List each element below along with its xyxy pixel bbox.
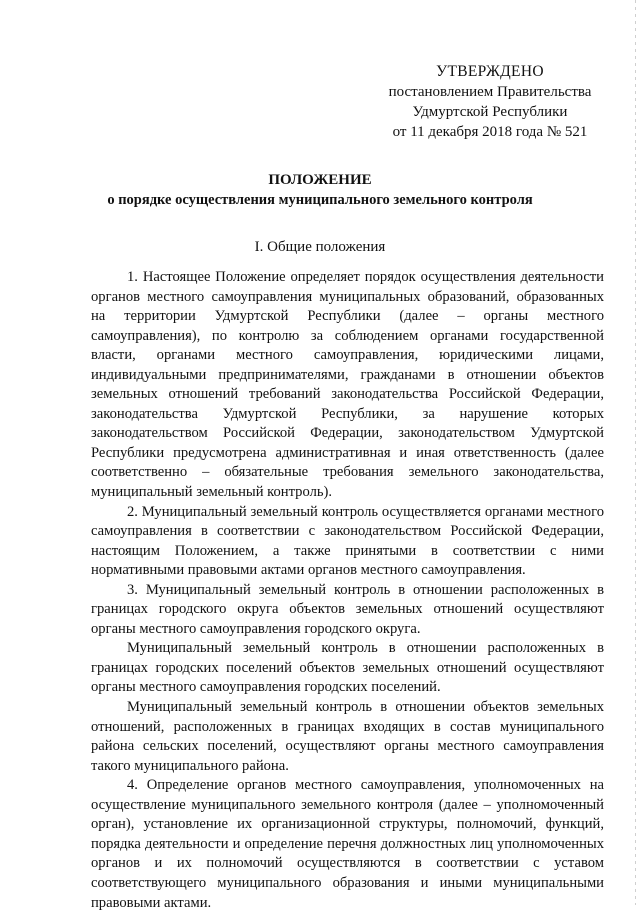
- body-text: [91, 268, 604, 913]
- paragraph-3-cont-2: Муниципальный земельный контроль в отношении объектов земельных отношений, расположенных в границах входящих в состав муниципального района сельских поселений, осуществляют органы местного самоуправления такого муниципального района.: [91, 699, 604, 774]
- paragraph-3-cont-1: Муниципальный земельный контроль в отношении расположенных в границах городских поселений объектов земельных отношений осуществляют органы местного самоуправления городских поселений.: [91, 640, 604, 696]
- paragraph-2: 2. Муниципальный земельный контроль осуществляется органами местного самоуправления в соответствии с законодательством Российской Федерации, настоящим Положением, а также принятыми в соответствии с ними нормативными правовыми актами органов местного самоуправления.: [91, 503, 604, 579]
- paragraph-1: 1. Настоящее Положение определяет порядок осуществления деятельности органов местного самоуправления муниципальных образований, образованных на территории Удмуртской Республики (далее – органы местного самоуправления), по контролю за соблюдением органами государственной власти, органами местного самоуправления, юридическими лицами, индивидуальными предпринимателями, гражданами в отношении объектов земельных отношений требований законодательства Российской Федерации, законодательства Удмуртской Республики, за нарушение которых законодательством Российской Федерации, законодательством Удмуртской Республики предусмотрена административная и иная ответственность (далее соответственно – обязательные требования земельного законодательства, муниципальный земельный контроль).: [91, 269, 604, 501]
- paragraph-3: 3. Муниципальный земельный контроль в отношении расположенных в границах городского округа объектов земельных отношений осуществляют органы местного самоуправления городского округа.: [91, 581, 604, 637]
- approval-line-1: постановлением Правительства: [388, 84, 592, 100]
- approval-line-2: Удмуртской Республики: [412, 104, 568, 120]
- approval-line-3: от 11 декабря 2018 года № 521: [392, 124, 588, 140]
- section-heading: I. Общие положения: [254, 239, 386, 255]
- title-subtitle: о порядке осуществления муниципального земельного контроля: [107, 192, 533, 208]
- paragraph-4: 4. Определение органов местного самоуправления, уполномоченных на осуществление муниципального земельного контроля (далее – уполномоченный орган), установление их организационной структуры, полномочий, функций, порядка деятельности и определение перечня должностных лиц уполномоченных органов и их полномочий осуществляются в соответствии с уставом соответствующего муниципального образования и иными муниципальными правовыми актами.: [91, 777, 604, 911]
- document-title: [0, 170, 640, 210]
- approval-stamp: УТВЕРЖДЕНО: [436, 63, 544, 80]
- title-main: ПОЛОЖЕНИЕ: [268, 172, 372, 188]
- scan-edge: [635, 0, 636, 905]
- approval-block: [380, 62, 600, 142]
